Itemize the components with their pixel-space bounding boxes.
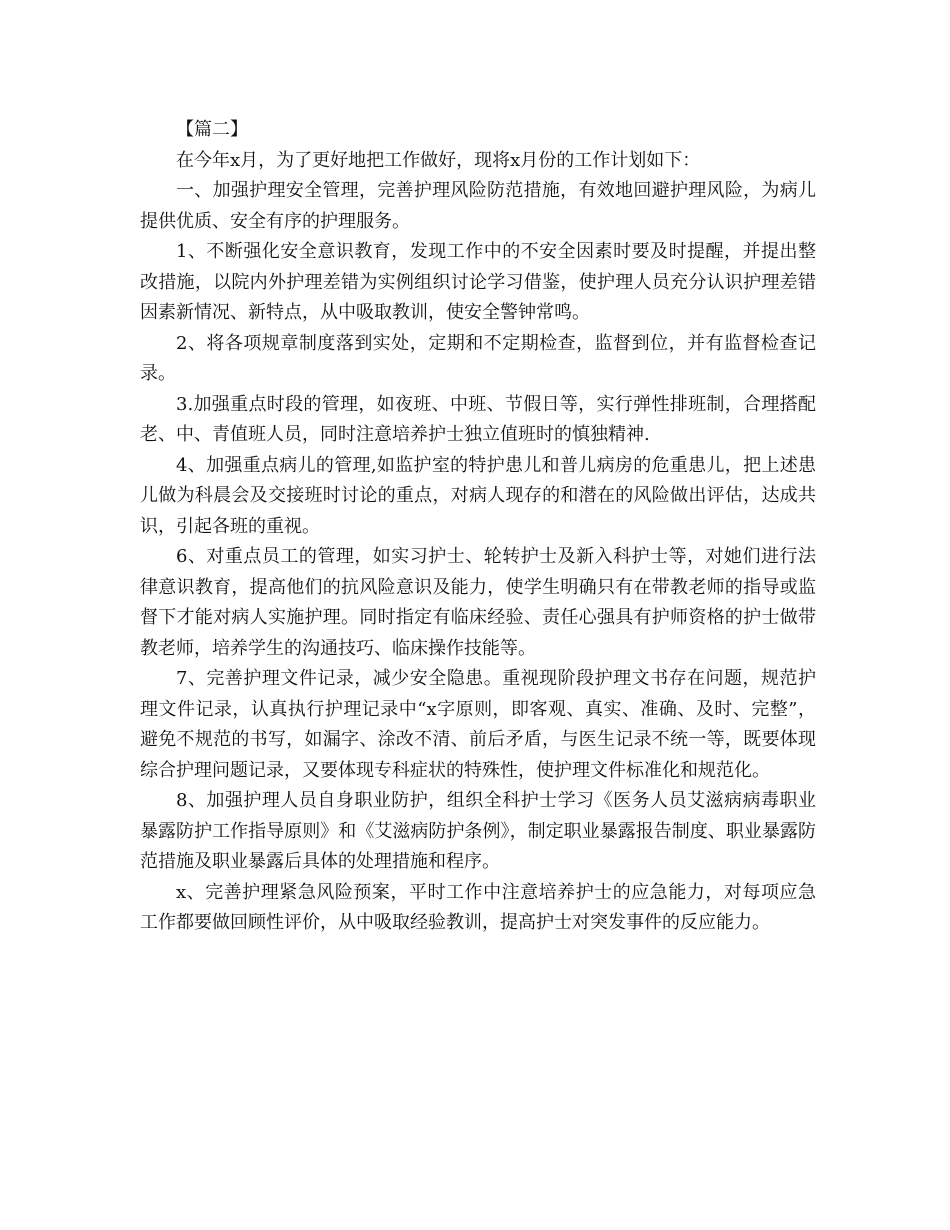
paragraph-item-1: 1、不断强化安全意识教育，发现工作中的不安全因素时要及时提醒，并提出整改措施，以院内外护理差错为实例组织讨论学习借鉴，使护理人员充分认识护理差错因素新情况、新特点，从中吸取教训，使安全警钟常鸣。 bbox=[140, 241, 816, 323]
document-body bbox=[140, 115, 816, 939]
paragraph-intro: 在今年x月，为了更好地把工作做好，现将x月份的工作计划如下： bbox=[176, 149, 701, 171]
paragraph-item-x: x、完善护理紧急风险预案，平时工作中注意培养护士的应急能力，对每项应急工作都要做回顾性评价，从中吸取经验教训，提高护士对突发事件的反应能力。 bbox=[140, 881, 816, 933]
paragraph-section-one: 一、加强护理安全管理，完善护理风险防范措施，有效地回避护理风险，为病儿提供优质、安全有序的护理服务。 bbox=[140, 180, 816, 232]
paragraph-item-7: 7、完善护理文件记录，减少安全隐患。重视现阶段护理文书存在问题，规范护理文件记录，认真执行护理记录中“x字原则，即客观、真实、准确、及时、完整”，避免不规范的书写，如漏字、涂改不清、前后矛盾，与医生记录不统一等，既要体现综合护理问题记录，又要体现专科症状的特殊性，使护理文件标准化和规范化。 bbox=[140, 668, 816, 781]
paragraph-item-4: 4、加强重点病儿的管理,如监护室的特护患儿和普儿病房的危重患儿，把上述患儿做为科晨会及交接班时讨论的重点，对病人现存的和潜在的风险做出评估，达成共识，引起各班的重视。 bbox=[140, 454, 816, 537]
section-heading: 【篇二】 bbox=[176, 119, 248, 140]
paragraph-item-8: 8、加强护理人员自身职业防护，组织全科护士学习《医务人员艾滋病病毒职业暴露防护工作指导原则》和《艾滋病防护条例》，制定职业暴露报告制度、职业暴露防范措施及职业暴露后具体的处理措施和程序。 bbox=[140, 790, 816, 872]
paragraph-item-6: 6、对重点员工的管理，如实习护士、轮转护士及新入科护士等，对她们进行法律意识教育，提高他们的抗风险意识及能力，使学生明确只有在带教老师的指导或监督下才能对病人实施护理。同时指定有临床经验、责任心强具有护师资格的护士做带教老师，培养学生的沟通技巧、临床操作技能等。 bbox=[140, 546, 816, 659]
paragraph-item-3: 3.加强重点时段的管理，如夜班、中班、节假日等，实行弹性排班制，合理搭配老、中、青值班人员，同时注意培养护士独立值班时的慎独精神. bbox=[140, 393, 816, 445]
paragraph-item-2: 2、将各项规章制度落到实处，定期和不定期检查，监督到位，并有监督检查记录。 bbox=[140, 332, 816, 384]
